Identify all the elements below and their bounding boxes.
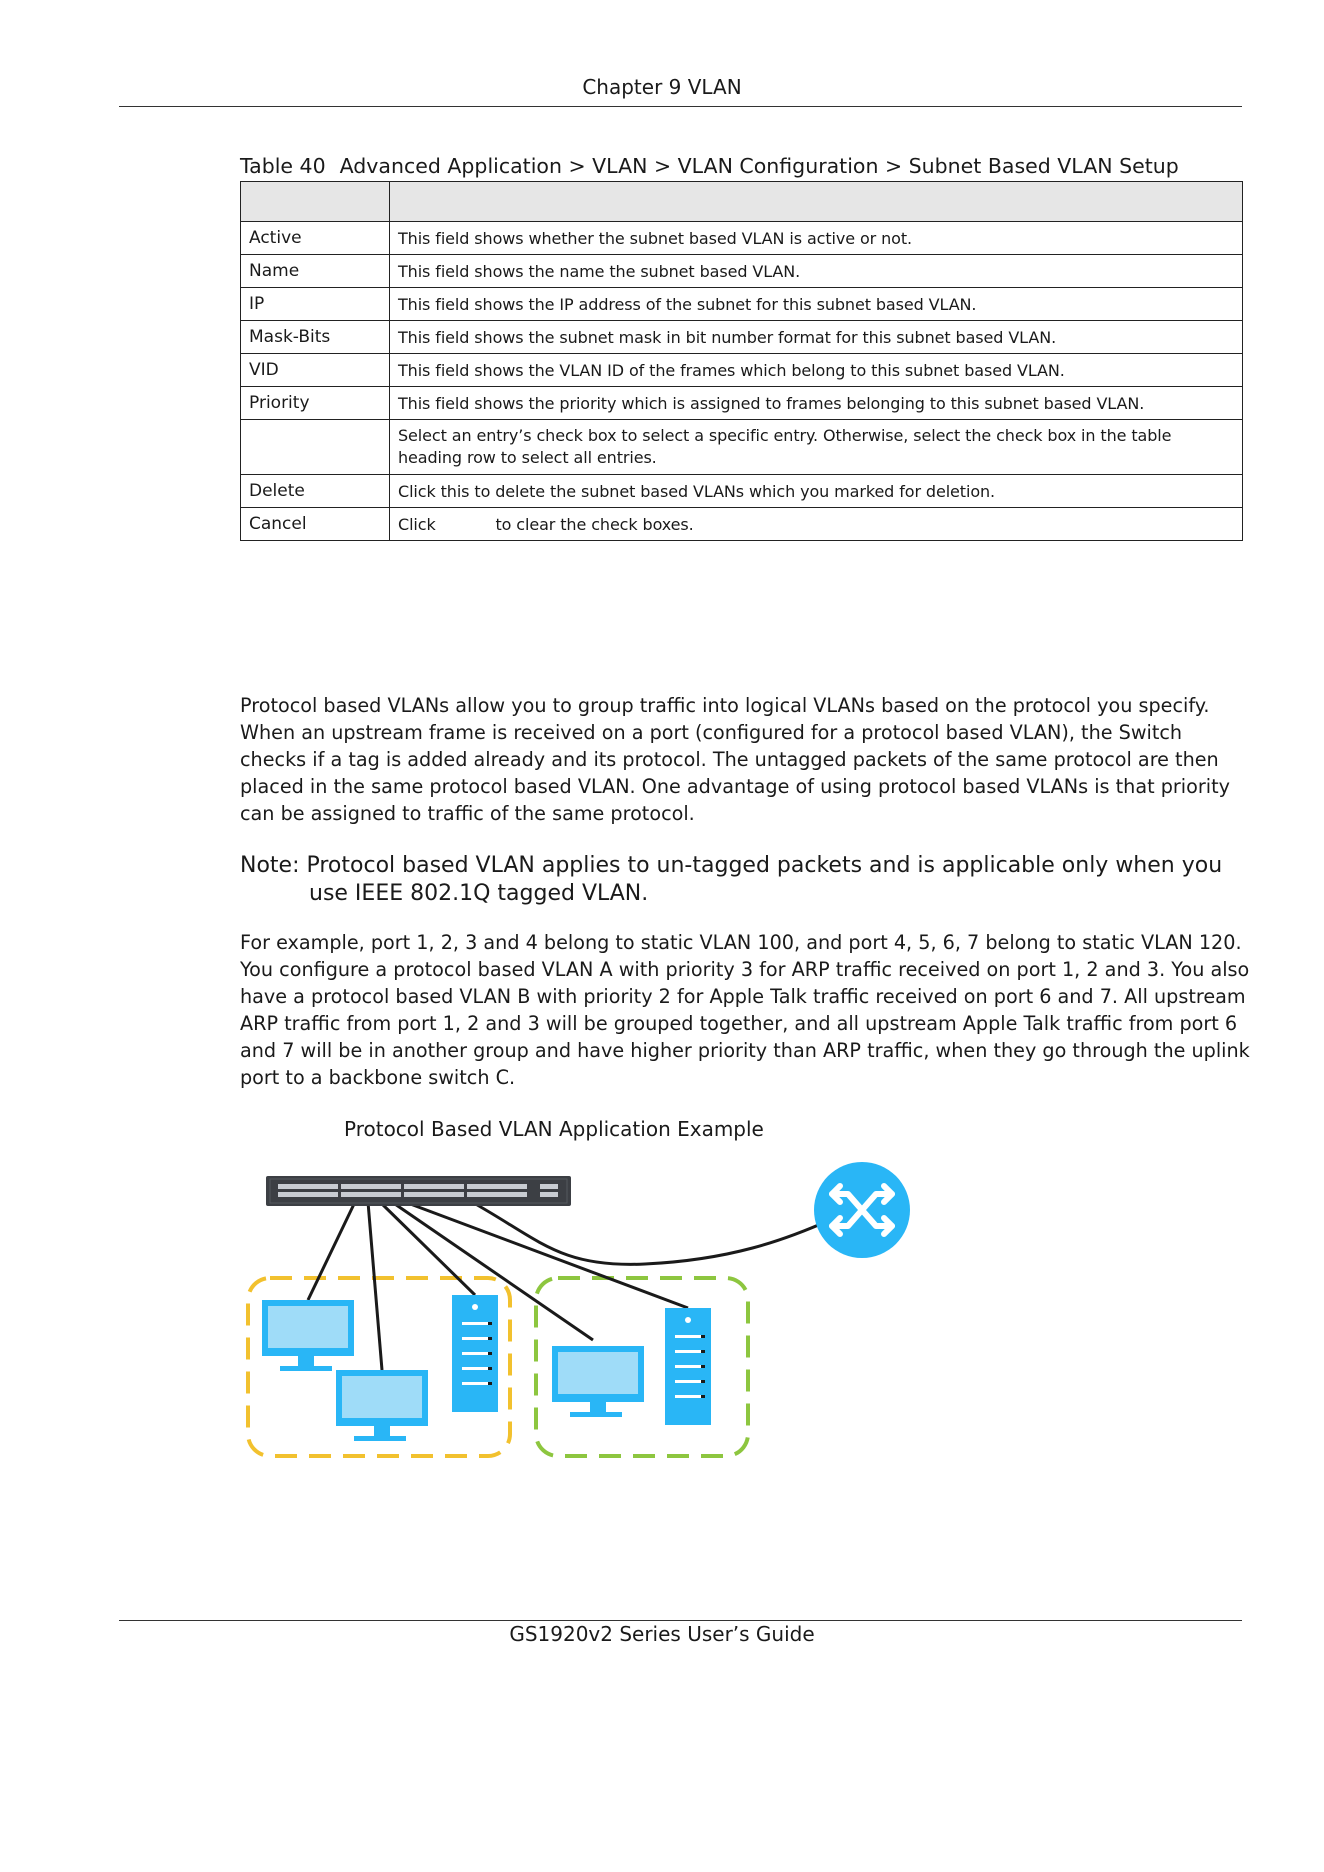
table-row [241,255,1243,288]
table-row [241,508,1243,541]
field-label [241,420,390,475]
server-tower-icon [665,1308,711,1425]
header-label-cell [241,182,390,222]
table-caption [240,154,1179,178]
field-label: Cancel [241,508,390,541]
desktop-monitor-icon [336,1370,428,1441]
vlan-application-diagram [240,1160,940,1470]
footer-guide-title: GS1920v2 Series User’s Guide [509,1622,815,1646]
table-row [241,475,1243,508]
backbone-switch-icon [814,1162,910,1258]
header-description-cell [390,182,1243,222]
note-block [240,852,1250,908]
field-label: Delete [241,475,390,508]
cable-links [308,1202,830,1370]
table-row [241,420,1243,475]
table-row [241,387,1243,420]
desktop-monitor-icon [552,1346,644,1417]
field-label: Name [241,255,390,288]
intro-paragraph: Protocol based VLANs allow you to group traffic into logical VLANs based on the protocol you specify. When an upstream frame is received on a port (configured for a protocol based VLAN), the Switch checks if a tag is added already and its protocol. The untagged packets of the same protocol are then placed in the same protocol based VLAN. One advantage of using protocol based VLANs is that priority can be assigned to traffic of the same protocol. [240,694,1230,825]
desktop-monitor-icon [262,1300,354,1371]
figure-caption: Protocol Based VLAN Application Example [344,1117,764,1141]
note-line-1: Note: Protocol based VLAN applies to un-tagged packets and is applicable only when you [240,853,1223,878]
field-label: Mask-Bits [241,321,390,354]
chapter-header: Chapter 9 VLAN [582,75,742,99]
field-description: This field shows the name the subnet based VLAN. [390,255,1243,288]
field-description: This field shows the priority which is assigned to frames belonging to this subnet based VLAN. [390,387,1243,420]
field-label: IP [241,288,390,321]
field-description: This field shows the IP address of the subnet for this subnet based VLAN. [390,288,1243,321]
field-label: VID [241,354,390,387]
subnet-vlan-fields-table [240,181,1243,541]
note-line-2: use IEEE 802.1Q tagged VLAN. [309,881,649,906]
header-rule [119,106,1242,107]
table-title: Advanced Application > VLAN > VLAN Configuration > Subnet Based VLAN Setup [339,154,1179,178]
footer-rule [119,1620,1242,1621]
field-description: This field shows the subnet mask in bit number format for this subnet based VLAN. [390,321,1243,354]
field-description: Click this to delete the subnet based VLANs which you marked for deletion. [390,475,1243,508]
table-row [241,288,1243,321]
table-row [241,222,1243,255]
example-paragraph: For example, port 1, 2, 3 and 4 belong to static VLAN 100, and port 4, 5, 6, 7 belong to static VLAN 120. You configure a protocol based VLAN A with priority 3 for ARP traffic received on port 1, 2 and 3. You also have a protocol based VLAN B with priority 2 for Apple Talk traffic received on port 6 and 7. All upstream ARP traffic from port 1, 2 and 3 will be grouped together, and all upstream Apple Talk traffic from port 6 and 7 will be in another group and have higher priority than ARP traffic, when they go through the uplink port to a backbone switch C. [240,931,1250,1089]
field-description: Click to clear the check boxes. [390,508,1243,541]
table-row [241,321,1243,354]
field-description: Select an entry’s check box to select a specific entry. Otherwise, select the check box in the table heading row to select all entries. [390,420,1243,475]
field-description: This field shows the VLAN ID of the frames which belong to this subnet based VLAN. [390,354,1243,387]
server-tower-icon [452,1295,498,1412]
table-number: Table 40 [240,154,326,178]
field-label: Active [241,222,390,255]
field-description: This field shows whether the subnet based VLAN is active or not. [390,222,1243,255]
network-switch-icon [266,1176,571,1206]
table-header-row [241,182,1243,222]
table-row [241,354,1243,387]
field-label: Priority [241,387,390,420]
